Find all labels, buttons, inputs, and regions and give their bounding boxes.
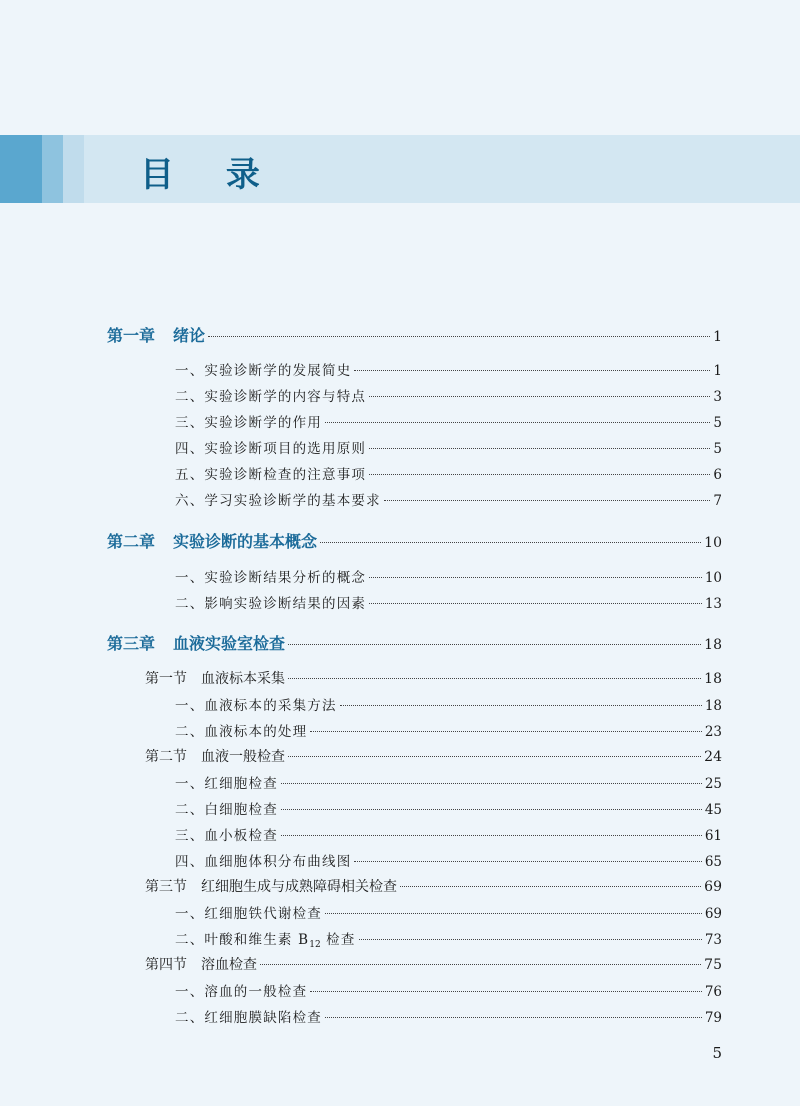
- banner-accent-bar: [63, 135, 84, 203]
- toc-entry-item[interactable]: [175, 824, 722, 844]
- toc-entry-page: 7: [713, 493, 722, 509]
- toc-entry-item[interactable]: [175, 359, 722, 379]
- toc-entry-label: 一、血液标本的采集方法: [175, 698, 337, 714]
- toc-entry-title: [175, 980, 307, 1000]
- toc-entry-label: 实验诊断的基本概念: [173, 532, 318, 551]
- dot-leader: [400, 886, 701, 887]
- dot-leader: [325, 913, 702, 914]
- toc-entry-section[interactable]: [145, 668, 722, 688]
- toc-entry-title: [175, 928, 356, 948]
- toc-entry-page: 75: [704, 957, 722, 973]
- toc-entry-label: 三、实验诊断学的作用: [175, 415, 322, 431]
- toc-entry-page: 76: [704, 984, 722, 1000]
- toc-entry-item[interactable]: [175, 566, 722, 586]
- toc-entry-page: 6: [713, 467, 722, 483]
- dot-leader: [359, 939, 702, 940]
- toc-entry-label: 六、学习实验诊断学的基本要求: [175, 493, 381, 509]
- toc-entry-page: 18: [704, 637, 722, 653]
- dot-leader: [354, 861, 701, 862]
- dot-leader: [325, 422, 710, 423]
- toc-entry-page: 10: [704, 535, 722, 551]
- toc-entry-item[interactable]: [175, 798, 722, 818]
- toc-entry-label: 一、溶血的一般检查: [175, 984, 308, 1000]
- toc-entry-item[interactable]: [175, 463, 722, 483]
- toc-entry-title: [175, 694, 337, 714]
- toc-entry-number: 第四节: [145, 957, 187, 973]
- toc-entry-page: 79: [704, 1010, 722, 1026]
- dot-leader: [384, 500, 711, 501]
- dot-leader: [260, 964, 701, 965]
- toc-entry-label-suffix: 检查: [320, 932, 356, 948]
- toc-entry-title: [145, 954, 257, 974]
- toc-entry-item[interactable]: [175, 411, 722, 431]
- toc-entry-item[interactable]: [175, 902, 722, 922]
- toc-entry-item[interactable]: [175, 437, 722, 457]
- dot-leader: [288, 644, 701, 645]
- toc-entry-title: [175, 772, 278, 792]
- toc-entry-label: 血液实验室检查: [173, 634, 286, 653]
- dot-leader: [208, 336, 710, 337]
- toc-entry-page: 69: [704, 906, 722, 922]
- toc-entry-title: [175, 437, 366, 457]
- toc-entry-number: 第二章: [107, 532, 156, 551]
- toc-entry-label: 溶血检查: [201, 957, 257, 973]
- toc-entry-label: 二、影响实验诊断结果的因素: [175, 596, 367, 612]
- toc-entry-number: 第二节: [145, 749, 187, 765]
- page-number: 5: [712, 1044, 722, 1062]
- toc-entry-title: [175, 720, 307, 740]
- banner-accent-bar: [42, 135, 63, 203]
- dot-leader: [369, 474, 710, 475]
- dot-leader: [354, 370, 710, 371]
- toc-entry-label: 二、血液标本的处理: [175, 724, 308, 740]
- toc-entry-chapter[interactable]: [107, 529, 722, 552]
- toc-entry-item[interactable]: [175, 720, 722, 740]
- toc-entry-page: 65: [704, 854, 722, 870]
- toc-entry-label: 一、实验诊断结果分析的概念: [175, 570, 367, 586]
- toc-entry-label: 一、红细胞检查: [175, 776, 278, 792]
- page-title: 目 录: [140, 155, 280, 195]
- toc-entry-page: 18: [704, 698, 722, 714]
- dot-leader: [281, 835, 702, 836]
- toc-entry-number: 第一节: [145, 671, 187, 687]
- dot-leader: [310, 731, 702, 732]
- toc-entry-page: 3: [713, 389, 722, 405]
- toc-entry-label: 二、红细胞膜缺陷检查: [175, 1010, 322, 1026]
- toc-entry-item[interactable]: [175, 1006, 722, 1026]
- toc-entry-item[interactable]: [175, 489, 722, 509]
- toc-entry-title: [175, 798, 278, 818]
- dot-leader: [288, 678, 701, 679]
- toc-entry-label: 绪论: [173, 326, 206, 345]
- dot-leader: [369, 448, 710, 449]
- toc-entry-title: [175, 902, 322, 922]
- toc-entry-title: [175, 592, 366, 612]
- toc-entry-section[interactable]: [145, 876, 722, 896]
- toc-entry-title: [145, 668, 285, 688]
- toc-entry-page: 61: [704, 828, 722, 844]
- toc-entry-number: 第三节: [145, 879, 187, 895]
- toc-entry-chapter[interactable]: [107, 323, 722, 346]
- toc-entry-chapter[interactable]: [107, 631, 722, 654]
- toc-entry-page: 25: [704, 776, 722, 792]
- dot-leader: [369, 603, 702, 604]
- toc-entry-title: [175, 489, 381, 509]
- toc-entry-page: 69: [704, 879, 722, 895]
- toc-entry-page: 24: [704, 749, 722, 765]
- toc-entry-label: 一、红细胞铁代谢检查: [175, 906, 322, 922]
- toc-entry-title: [175, 463, 366, 483]
- toc-entry-item[interactable]: [175, 850, 722, 870]
- toc-entry-title: [175, 385, 366, 405]
- toc-entry-title: [145, 876, 397, 896]
- toc-entry-title: [145, 746, 285, 766]
- dot-leader: [281, 809, 702, 810]
- toc-entry-page: 18: [704, 671, 722, 687]
- toc-entry-item[interactable]: [175, 592, 722, 612]
- title-banner: [0, 135, 800, 203]
- toc-entry-label: 五、实验诊断检查的注意事项: [175, 467, 367, 483]
- toc-entry-item[interactable]: [175, 385, 722, 405]
- toc-entry-page: 10: [704, 570, 722, 586]
- toc-entry-title: [107, 323, 205, 346]
- toc-entry-title: [175, 850, 351, 870]
- dot-leader: [288, 756, 701, 757]
- toc-entry-label: 血液标本采集: [201, 671, 285, 687]
- toc-entry-label: 红细胞生成与成熟障碍相关检查: [201, 879, 397, 895]
- dot-leader: [320, 542, 701, 543]
- toc-entry-label: 四、实验诊断项目的选用原则: [175, 441, 367, 457]
- toc-entry-item[interactable]: [175, 980, 722, 1000]
- dot-leader: [310, 991, 702, 992]
- toc-entry-title: [175, 411, 322, 431]
- toc-entry-page: 5: [713, 415, 722, 431]
- toc-entry-page: 1: [713, 329, 722, 345]
- toc-entry-item[interactable]: [175, 772, 722, 792]
- toc-entry-title: [175, 1006, 322, 1026]
- toc-entry-item[interactable]: [175, 928, 722, 948]
- toc-entry-page: 1: [713, 363, 722, 379]
- dot-leader: [325, 1017, 702, 1018]
- toc-entry-label: 二、实验诊断学的内容与特点: [175, 389, 367, 405]
- banner-accent-bar: [0, 135, 42, 203]
- toc-entry-label: 二、白细胞检查: [175, 802, 278, 818]
- toc-entry-label: 血液一般检查: [201, 749, 285, 765]
- toc-entry-title: [175, 824, 278, 844]
- toc-entry-page: 13: [704, 596, 722, 612]
- toc-entry-subscript: 12: [309, 940, 321, 950]
- dot-leader: [369, 396, 710, 397]
- toc-entry-section[interactable]: [145, 746, 722, 766]
- toc-entry-label: 四、血细胞体积分布曲线图: [175, 854, 352, 870]
- dot-leader: [281, 783, 702, 784]
- toc-entry-number: 第一章: [107, 326, 156, 345]
- toc-entry-label: 三、血小板检查: [175, 828, 278, 844]
- dot-leader: [369, 577, 702, 578]
- toc-entry-number: 第三章: [107, 634, 156, 653]
- toc-entry-title: [175, 359, 351, 379]
- toc-entry-page: 5: [713, 441, 722, 457]
- toc-entry-title: [107, 529, 317, 552]
- toc-entry-label: 二、叶酸和维生素 B: [175, 932, 310, 948]
- toc-entry-item[interactable]: [175, 694, 722, 714]
- toc-entry-label: 一、实验诊断学的发展简史: [175, 363, 352, 379]
- toc-entry-title: [175, 566, 366, 586]
- toc-entry-section[interactable]: [145, 954, 722, 974]
- toc-entry-title: [107, 631, 285, 654]
- toc-entry-page: 45: [704, 802, 722, 818]
- toc-entry-page: 73: [704, 932, 722, 948]
- dot-leader: [340, 705, 702, 706]
- toc-entry-page: 23: [704, 724, 722, 740]
